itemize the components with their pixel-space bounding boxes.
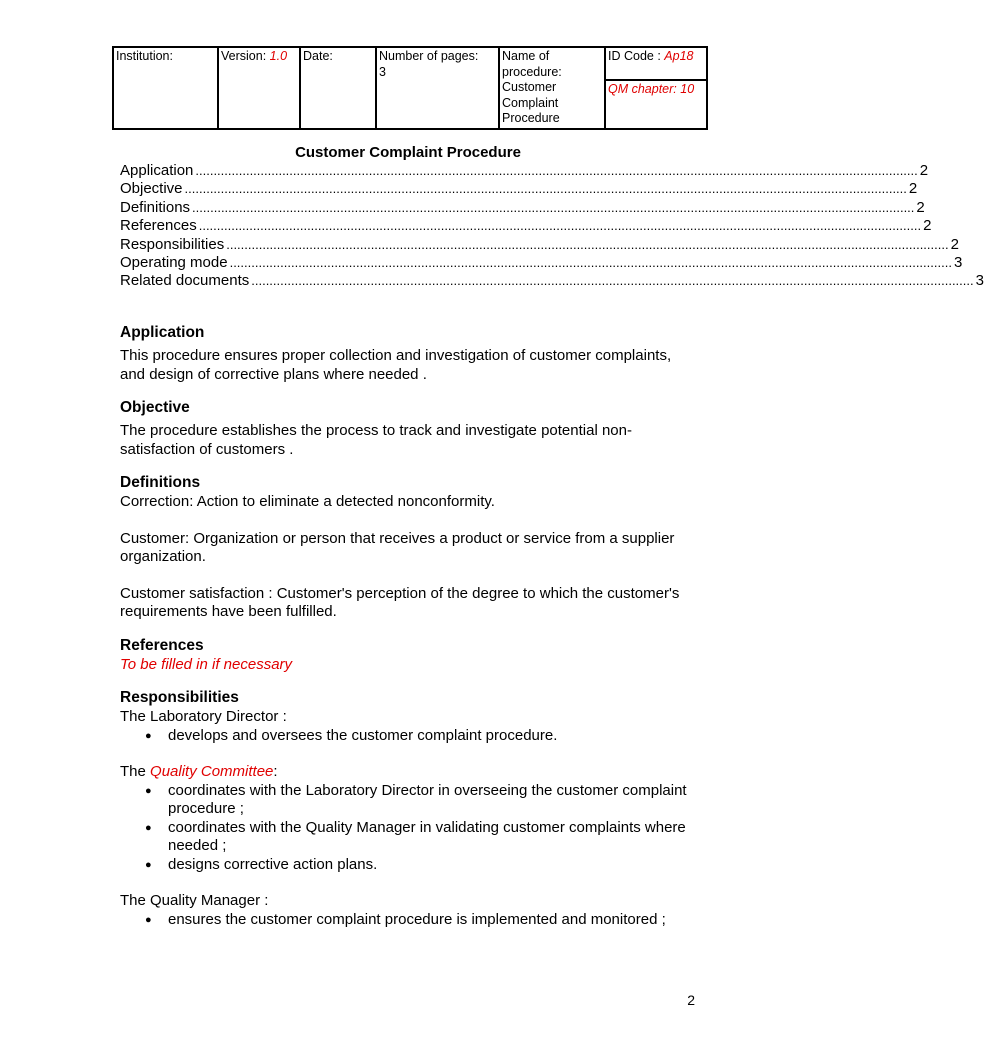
list-item: ● coordinates with the Quality Manager in validating customer complaints where needed ; xyxy=(168,819,700,856)
toc-entry xyxy=(120,253,963,272)
id-code-cell: ID Code : Ap18 xyxy=(605,47,707,80)
director-list xyxy=(120,727,700,746)
toc-entry xyxy=(120,217,932,235)
toc-label: Responsibilities xyxy=(120,235,225,253)
section-text: This procedure ensures proper collection and investigation of customer complaints, and design of corrective plans where needed . xyxy=(120,347,672,383)
toc-label: Application xyxy=(120,162,194,179)
toc-page-number: 2 xyxy=(923,217,932,235)
page-number: 2 xyxy=(687,992,695,1008)
section-heading: Application xyxy=(120,324,205,341)
toc-entry xyxy=(120,180,918,198)
version-cell: Version: 1.0 xyxy=(218,47,300,129)
toc-page-number: 2 xyxy=(919,162,929,179)
list-item: ● develops and oversees the customer complaint procedure. xyxy=(168,727,700,746)
toc-page-number: 2 xyxy=(916,198,925,216)
toc-leader: ........................................................................................................................................................................................................ xyxy=(192,199,915,215)
toc-page-number: 3 xyxy=(953,253,963,271)
committee-list xyxy=(120,782,700,875)
section-text: The procedure establishes the process to track and investigate potential non-satisfaction of customers . xyxy=(120,422,632,458)
section-references xyxy=(120,636,700,675)
section-responsibilities xyxy=(120,688,700,929)
list-item: ● ensures the customer complaint procedure is implemented and monitored ; xyxy=(168,911,700,930)
toc-leader: ........................................................................................................................................................................................................ xyxy=(251,273,974,289)
definition-correction: Correction: Action to eliminate a detected nonconformity. xyxy=(120,493,495,510)
toc-label: Objective xyxy=(120,180,183,198)
section-heading: Definitions xyxy=(120,474,201,491)
document-title: Customer Complaint Procedure xyxy=(295,144,521,161)
list-item: ● designs corrective action plans. xyxy=(168,856,700,875)
toc-leader: ........................................................................................................................................................................................................ xyxy=(184,181,907,197)
date-cell: Date: xyxy=(300,47,376,129)
document-body xyxy=(120,323,700,929)
qm-chapter-cell: QM chapter: 10 xyxy=(605,80,707,129)
toc-label: Related documents xyxy=(120,272,250,290)
procedure-cell: Name of procedure: Customer Complaint Procedure xyxy=(499,47,605,129)
section-heading: Objective xyxy=(120,399,190,416)
toc-page-number: 2 xyxy=(908,180,918,198)
toc-page-number: 2 xyxy=(950,235,959,253)
toc-entry xyxy=(120,162,929,180)
section-objective xyxy=(120,398,700,459)
header-table xyxy=(112,46,708,130)
references-placeholder: To be filled in if necessary xyxy=(120,655,293,673)
id-code-value: Ap18 xyxy=(664,49,694,63)
toc-leader: ........................................................................................................................................................................................................ xyxy=(195,163,918,178)
section-application xyxy=(120,323,700,384)
manager-list xyxy=(120,911,700,930)
table-of-contents xyxy=(120,162,984,291)
section-heading: Responsibilities xyxy=(120,689,239,706)
section-definitions xyxy=(120,473,700,622)
version-value: 1.0 xyxy=(269,49,288,63)
toc-leader: ........................................................................................................................................................................................................ xyxy=(229,254,952,270)
toc-label: References xyxy=(120,217,197,235)
toc-label: Operating mode xyxy=(120,253,228,271)
committee-name: Quality Committee xyxy=(150,763,274,780)
director-label: The Laboratory Director : xyxy=(120,708,287,725)
toc-label: Definitions xyxy=(120,198,191,216)
manager-label: The Quality Manager : xyxy=(120,892,269,909)
toc-leader: ........................................................................................................................................................................................................ xyxy=(198,218,922,234)
institution-cell: Institution: xyxy=(113,47,218,129)
section-heading: References xyxy=(120,636,204,654)
committee-label: The Quality Committee: xyxy=(120,763,278,780)
toc-leader: ........................................................................................................................................................................................................ xyxy=(226,236,949,252)
pages-cell: Number of pages: 3 xyxy=(376,47,499,129)
toc-page-number: 3 xyxy=(975,272,984,290)
definition-customer: Customer: Organization or person that receives a product or service from a supplier organization. xyxy=(120,529,675,565)
list-item: ● coordinates with the Laboratory Director in overseeing the customer complaint procedure ; xyxy=(168,782,700,819)
toc-entry xyxy=(120,235,959,254)
toc-entry xyxy=(120,272,984,290)
toc-entry xyxy=(120,198,925,217)
definition-customer-satisfaction: Customer satisfaction : Customer's perception of the degree to which the customer's requirements have been fulfilled. xyxy=(120,584,680,620)
